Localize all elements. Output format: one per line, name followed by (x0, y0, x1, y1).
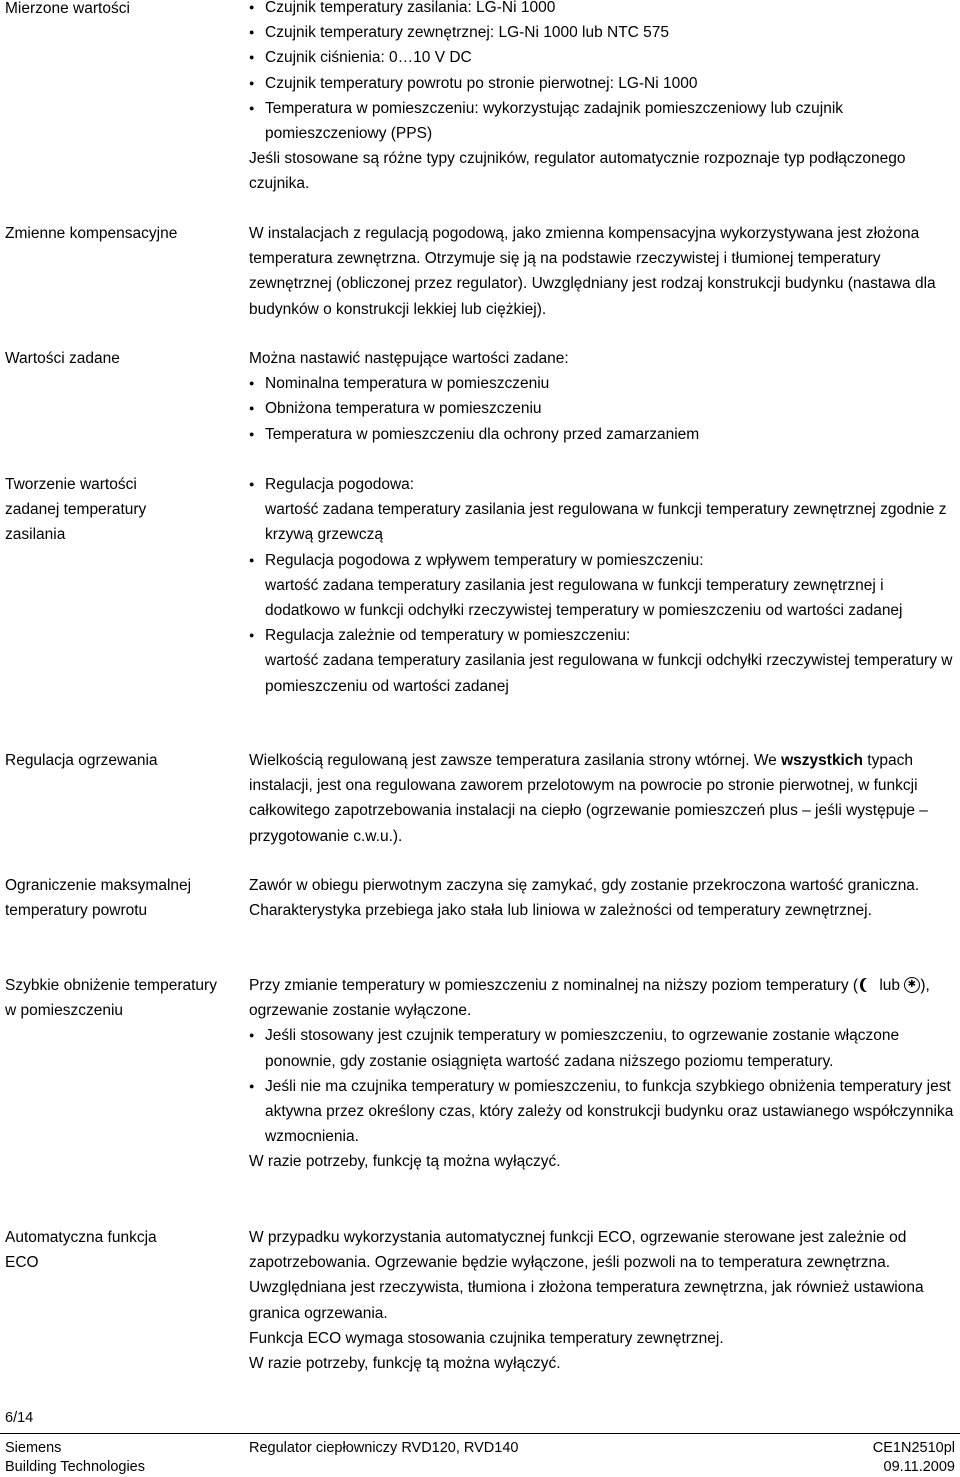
heating-control-body (249, 748, 957, 849)
list-item: ● Czujnik temperatury powrotu po stronie pierwotnej: LG-Ni 1000 (249, 71, 957, 96)
flow-setpoint-body (249, 472, 957, 699)
quick-setback-list (249, 1023, 957, 1149)
list-item (249, 623, 957, 699)
emphasis: wszystkich (781, 752, 863, 769)
control-modes-list (249, 472, 957, 699)
mode-description: wartość zadana temperatury zasilania jest regulowana w funkcji temperatury zewnętrznej zgodnie z krzywą grzewczą (265, 501, 947, 544)
document-number: CE1N2510pl (872, 1440, 955, 1456)
label-quick-setback: Szybkie obniżenie temperatury w pomieszczeniu (5, 977, 217, 1019)
list-item (249, 548, 957, 624)
measured-values-body (249, 0, 957, 197)
setpoints-list (249, 371, 957, 447)
label-setpoints: Wartości zadane (5, 350, 120, 367)
list-item (249, 472, 957, 548)
label-compensation: Zmienne kompensacyjne (5, 225, 178, 242)
list-item: ● Czujnik ciśnienia: 0…10 V DC (249, 45, 957, 70)
mode-title: ● Regulacja zależnie od temperatury w pomieszczeniu: (265, 627, 631, 645)
heating-control-text: Wielkością regulowaną jest zawsze temperatura zasilania strony wtórnej. We wszystkich typach instalacji, jest ona regulowana zaworem przelotowym na powrocie po stronie pierwotnej, w funkcji całkowitego zapotrzebowania instalacji na ciepło (ogrzewanie pomieszczeń plus – jeśli występuje – przygotowanie c.w.u.). (249, 752, 928, 845)
list-item: ● Obniżona temperatura w pomieszczeniu (249, 396, 957, 421)
mode-description: wartość zadana temperatury zasilania jest regulowana w funkcji temperatury zewnętrznej i dodatkowo w funkcji odchyłki rzeczywistej temperatury w pomieszczeniu od wartości zadanej (265, 576, 903, 620)
eco-note: Funkcja ECO wymaga stosowania czujnika temperatury zewnętrznej. (249, 1329, 724, 1347)
eco-note: W razie potrzeby, funkcję tą można wyłączyć. (249, 1355, 561, 1373)
frost-protection-icon (904, 977, 920, 993)
list-item: ● Jeśli stosowany jest czujnik temperatury w pomieszczeniu, to ogrzewanie zostanie włączone ponownie, gdy zostanie osiągnięta wartość zadana niższego poziomu temperatury. (249, 1023, 957, 1073)
label-heating-control: Regulacja ogrzewania (5, 752, 158, 769)
label-measured-values: Mierzone wartości (5, 0, 130, 17)
eco-text: W przypadku wykorzystania automatycznej funkcji ECO, ogrzewanie sterowane jest zależnie od zapotrzebowania. Ogrzewanie będzie wyłączone, jeśli pozwoli na to temperatura zewnętrzna. Uwzględniana jest rzeczywista, tłumiona i złożona temperatura zewnętrzna, jak również ustawiona granica ogrzewania. (249, 1229, 924, 1322)
footer-divider (0, 1433, 960, 1434)
list-item: ● Nominalna temperatura w pomieszczeniu (249, 371, 957, 396)
document-title: Regulator ciepłowniczy RVD120, RVD140 (249, 1440, 519, 1456)
moon-icon (863, 978, 874, 992)
list-item: ● Czujnik temperatury zewnętrznej: LG-Ni 1000 lub NTC 575 (249, 20, 957, 45)
sensor-list (249, 0, 957, 146)
mode-title: ● Regulacja pogodowa: (265, 476, 415, 493)
label-eco: Automatyczna funkcja ECO (5, 1229, 157, 1271)
list-item: ● Temperatura w pomieszczeniu dla ochrony przed zamarzaniem (249, 422, 957, 447)
return-limit-body (249, 873, 957, 923)
company-name: Siemens (5, 1440, 62, 1456)
quick-setback-body (249, 973, 957, 1175)
document-date: 09.11.2009 (883, 1459, 955, 1475)
return-limit-text: Zawór w obiegu pierwotnym zaczyna się zamykać, gdy zostanie przekroczona wartość graniczna. Charakterystyka przebiega jako stała lub liniowa w zależności od temperatury zewnętrznej. (249, 877, 920, 920)
label-return-limit: Ograniczenie maksymalnej temperatury powrotu (5, 877, 192, 919)
mode-title: ● Regulacja pogodowa z wpływem temperatury w pomieszczeniu: (265, 551, 704, 569)
company-division: Building Technologies (5, 1459, 146, 1475)
setpoints-intro: Można nastawić następujące wartości zadane: (249, 350, 569, 367)
list-item: ● Temperatura w pomieszczeniu: wykorzystując zadajnik pomieszczeniowy lub czujnik pomieszczeniowy (PPS) (249, 96, 957, 146)
compensation-text: W instalacjach z regulacją pogodową, jako zmienna kompensacyjna wykorzystywana jest złożona temperatura zewnętrzna. Otrzymuje się ją na podstawie rzeczywistej i tłumionej temperatury zewnętrznej (obliczonej przez regulator). Uwzględniany jest rodzaj konstrukcji budynku (nastawa dla budynków o konstrukcji lekkiej lub ciężkiej). (249, 225, 936, 318)
eco-body (249, 1225, 957, 1376)
quick-setback-note: W razie potrzeby, funkcję tą można wyłączyć. (249, 1153, 561, 1171)
list-item: ● Czujnik temperatury zasilania: LG-Ni 1000 (249, 0, 957, 20)
list-item: ● Jeśli nie ma czujnika temperatury w pomieszczeniu, to funkcja szybkiego obniżenia temperatury jest aktywna przez określony czas, który zależy od konstrukcji budynku oraz ustawianego współczynnika wzmocnienia. (249, 1074, 957, 1150)
mode-description: wartość zadana temperatury zasilania jest regulowana w funkcji odchyłki rzeczywistej temperatury w pomieszczeniu od wartości zadanej (265, 652, 953, 695)
setpoints-body (249, 346, 957, 447)
quick-setback-intro: Przy zmianie temperatury w pomieszczeniu z nominalnej na niższy poziom temperatury ( lub ✱), ogrzewanie zostanie wyłączone. (249, 973, 957, 1023)
compensation-body (249, 221, 957, 322)
label-flow-setpoint: Tworzenie wartości zadanej temperatury zasilania (5, 476, 147, 543)
sensor-note: Jeśli stosowane są różne typy czujników, regulator automatycznie rozpoznaje typ podłączonego czujnika. (249, 150, 906, 193)
page-number: 6/14 (5, 1410, 34, 1426)
